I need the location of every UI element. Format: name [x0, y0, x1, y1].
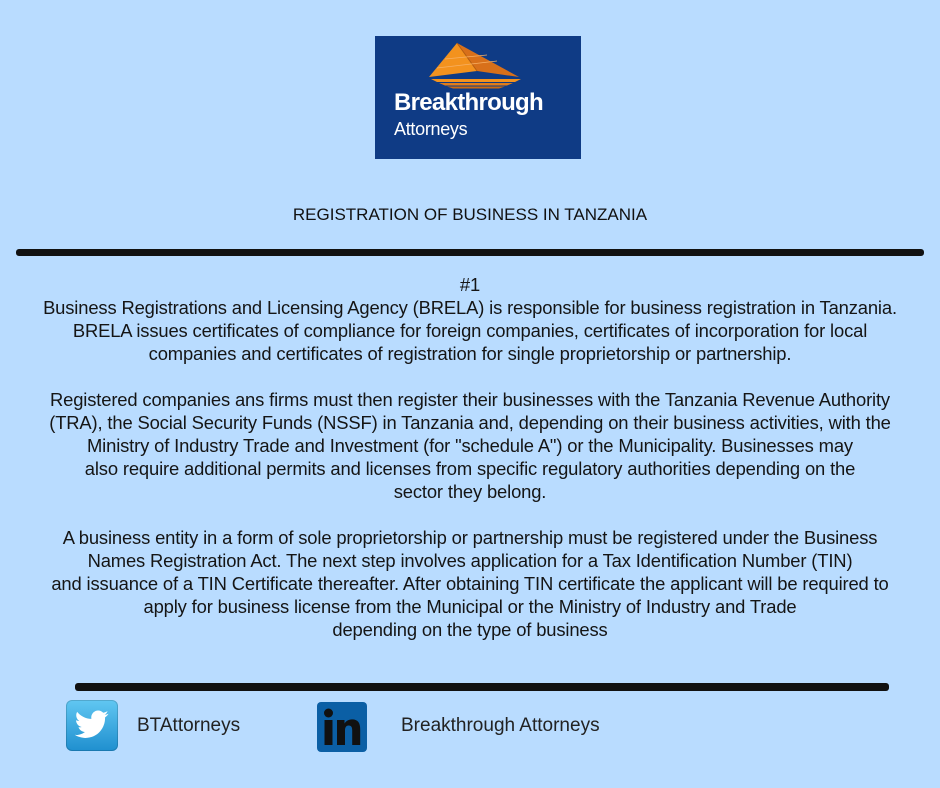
paragraph-gap: [0, 503, 940, 526]
linkedin-in-icon: [323, 707, 361, 747]
paragraph-3-line: depending on the type of business: [332, 619, 608, 640]
paragraph-3-line: Names Registration Act. The next step involves application for a Tax Identification Number (TIN): [87, 550, 853, 571]
paragraph-2-line: Ministry of Industry Trade and Investment (for "schedule A") or the Municipality. Businesses may: [87, 435, 853, 456]
paragraph-2-line: Registered companies ans firms must then register their businesses with the Tanzania Revenue Authority: [50, 389, 890, 410]
page-title: REGISTRATION OF BUSINESS IN TANZANIA: [292, 205, 648, 224]
linkedin-name[interactable]: Breakthrough Attorneys: [401, 715, 600, 736]
paragraph-1-line: Business Registrations and Licensing Agency (BRELA) is responsible for business registration in Tanzania.: [43, 297, 897, 318]
paragraph-3-line: A business entity in a form of sole proprietorship or partnership must be registered under the Business: [62, 527, 878, 548]
article-body: [0, 273, 940, 641]
top-divider: [16, 249, 924, 256]
logo-name-line1: Breakthrough: [394, 89, 543, 116]
item-number: #1: [459, 274, 481, 295]
paragraph-1-line: companies and certificates of registration for single proprietorship or partnership.: [148, 343, 792, 364]
paragraph-2-line: sector they belong.: [393, 481, 547, 502]
paragraph-1-line: BRELA issues certificates of compliance for foreign companies, certificates of incorporation for local: [72, 320, 868, 341]
twitter-handle[interactable]: BTAttorneys: [137, 715, 241, 736]
paragraph-2-line: (TRA), the Social Security Funds (NSSF) in Tanzania and, depending on their business activities, with the: [49, 412, 891, 433]
paragraph-3-line: apply for business license from the Municipal or the Ministry of Industry and Trade: [143, 596, 797, 617]
paragraph-3-line: and issuance of a TIN Certificate thereafter. After obtaining TIN certificate the applicant will be required to: [51, 573, 889, 594]
breakthrough-attorneys-logo: [375, 36, 581, 159]
paragraph-gap: [0, 365, 940, 388]
twitter-bird-icon: [74, 709, 110, 742]
logo-name-line2: Attorneys: [394, 119, 468, 139]
paragraph-2-line: also require additional permits and licenses from specific regulatory authorities depending on the: [84, 458, 856, 479]
pyramid-mark-icon: [427, 41, 525, 89]
twitter-icon[interactable]: [66, 700, 118, 751]
bottom-divider: [75, 683, 889, 691]
linkedin-icon[interactable]: [317, 702, 367, 752]
